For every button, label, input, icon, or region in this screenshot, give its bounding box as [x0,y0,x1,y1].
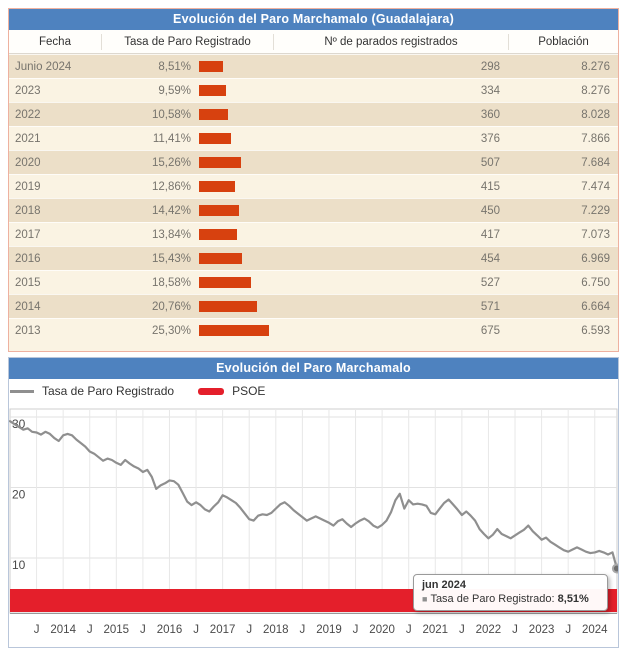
tasa-bar [199,85,226,96]
table-row [9,294,618,318]
cell-fecha: 2016 [15,252,41,265]
tasa-percent-value: 14,42% [151,204,191,217]
cell-fecha: 2022 [15,108,41,121]
cell-poblacion: 8.028 [581,108,610,121]
x-axis-label: 2019 [316,624,342,636]
cell-fecha: 2015 [15,276,41,289]
cell-tasa [101,181,273,193]
y-axis-label: 10 [12,558,26,572]
cell-parados: 571 [480,300,500,313]
x-axis-label: 2021 [422,624,449,636]
cell-poblacion: 8.276 [581,84,610,97]
cell-tasa [101,109,273,121]
table-row [9,102,618,126]
tasa-bar [199,61,223,72]
cell-poblacion: 6.969 [581,252,610,265]
x-axis-label: J [405,624,412,636]
cell-tasa [101,133,273,145]
cell-fecha: Junio 2024 [15,60,72,73]
cell-parados: 507 [480,156,500,169]
tasa-percent-value: 11,41% [152,132,191,145]
cell-fecha: 2018 [15,204,41,217]
table-row [9,150,618,174]
paro-chart-panel [8,357,619,648]
tooltip-value: 8,51% [557,593,589,605]
x-axis-label: J [246,624,253,636]
cell-poblacion: 7.073 [581,228,610,241]
tasa-bar [199,157,241,168]
table-footer-strip [9,342,618,351]
cell-tasa [101,229,273,241]
legend-label-psoe[interactable]: PSOE [232,384,266,398]
tasa-bar [199,229,237,240]
cell-poblacion: 6.593 [581,324,610,337]
tasa-percent-value: 13,84% [151,228,191,241]
cell-fecha: 2013 [15,324,41,337]
cell-tasa [101,325,273,337]
table-row [9,222,618,246]
y-axis-label: 20 [12,487,26,502]
chart-title: Evolución del Paro Marchamalo [9,358,618,379]
legend-label-tasa[interactable]: Tasa de Paro Registrado [42,384,175,398]
table-row [9,54,618,78]
table-body [9,54,618,342]
tasa-percent-value: 12,86% [151,180,191,193]
hover-point-marker [613,565,618,573]
cell-parados: 360 [480,108,500,121]
cell-parados: 417 [480,228,500,241]
table-header-row [9,30,618,54]
table-row [9,126,618,150]
x-axis-label: 2017 [209,624,236,636]
tasa-bar [199,325,269,336]
table-row [9,198,618,222]
cell-poblacion: 7.229 [581,204,610,217]
table-row [9,78,618,102]
cell-parados: 376 [480,132,500,145]
x-axis-label: 2016 [156,624,183,636]
tooltip-series-marker-icon: ■ [422,594,428,604]
x-axis-label: J [565,624,572,636]
cell-fecha: 2019 [15,180,41,193]
tasa-bar [199,205,239,216]
x-axis-label: 2015 [103,624,130,636]
cell-parados: 450 [480,204,500,217]
tasa-percent-value: 10,58% [151,108,191,121]
cell-tasa [101,301,273,313]
x-axis-label: 2023 [528,624,555,636]
tasa-percent-value: 15,43% [151,252,191,265]
tasa-paro-line [10,421,617,568]
tasa-percent-value: 20,76% [151,300,191,313]
paro-table-panel [8,8,619,352]
col-header-tasa: Tasa de Paro Registrado [101,34,273,50]
x-axis-label: 2018 [263,624,289,636]
cell-poblacion: 7.866 [581,132,610,145]
cell-parados: 675 [480,324,500,337]
cell-tasa [101,253,273,265]
x-axis-label: J [352,624,359,636]
tasa-bar [199,181,235,192]
cell-poblacion: 6.664 [581,300,610,313]
cell-parados: 298 [480,60,500,73]
x-axis-label: 2022 [475,624,502,636]
cell-fecha: 2020 [15,156,41,169]
cell-parados: 454 [480,252,500,265]
col-header-poblacion: Población [508,34,618,50]
tasa-bar [199,301,257,312]
table-row [9,174,618,198]
x-axis-label: 2024 [582,624,608,636]
cell-tasa [101,157,273,169]
cell-fecha: 2017 [15,228,41,241]
tasa-percent-value: 8,51% [158,60,191,73]
tasa-percent-value: 18,58% [151,276,191,289]
x-axis-label: 2014 [50,624,76,636]
cell-poblacion: 7.474 [581,180,610,193]
x-axis-label: J [140,624,146,636]
tasa-percent-value: 9,59% [158,84,191,97]
cell-fecha: 2021 [15,132,41,145]
x-axis-label: J [193,624,199,636]
chart-legend [9,379,618,403]
y-axis-label: 30 [12,417,26,431]
cell-poblacion: 7.684 [581,156,610,169]
chart-tooltip [413,574,608,611]
tooltip-date: jun 2024 [422,579,467,591]
x-axis-label: J [86,624,93,636]
cell-tasa [101,205,273,217]
tasa-percent-value: 15,26% [151,156,191,169]
tooltip-series-label: Tasa de Paro Registrado: [430,593,555,605]
table-row [9,270,618,294]
tasa-bar [199,253,242,264]
legend-line-swatch [10,390,34,393]
x-axis-label: J [459,624,465,636]
tasa-bar [199,133,231,144]
legend-band-swatch [198,388,224,395]
col-header-parados: Nº de parados registrados [273,34,508,50]
x-axis-label: J [299,624,306,636]
x-axis-label: 2020 [369,624,395,636]
tasa-bar [199,277,251,288]
col-header-fecha: Fecha [39,35,71,48]
cell-fecha: 2014 [15,300,41,313]
table-row [9,318,618,342]
x-axis-label: J [512,624,518,636]
cell-parados: 527 [480,276,500,289]
cell-poblacion: 6.750 [581,276,610,289]
cell-tasa [101,61,273,73]
cell-poblacion: 8.276 [581,60,610,73]
cell-parados: 334 [480,84,500,97]
table-row [9,246,618,270]
cell-tasa [101,277,273,289]
cell-tasa [101,85,273,97]
x-axis-label: J [33,624,40,636]
table-title: Evolución del Paro Marchamalo (Guadalajara) [9,9,618,30]
cell-fecha: 2023 [15,84,41,97]
tasa-percent-value: 25,30% [151,324,191,337]
tasa-bar [199,109,228,120]
cell-parados: 415 [480,180,500,193]
